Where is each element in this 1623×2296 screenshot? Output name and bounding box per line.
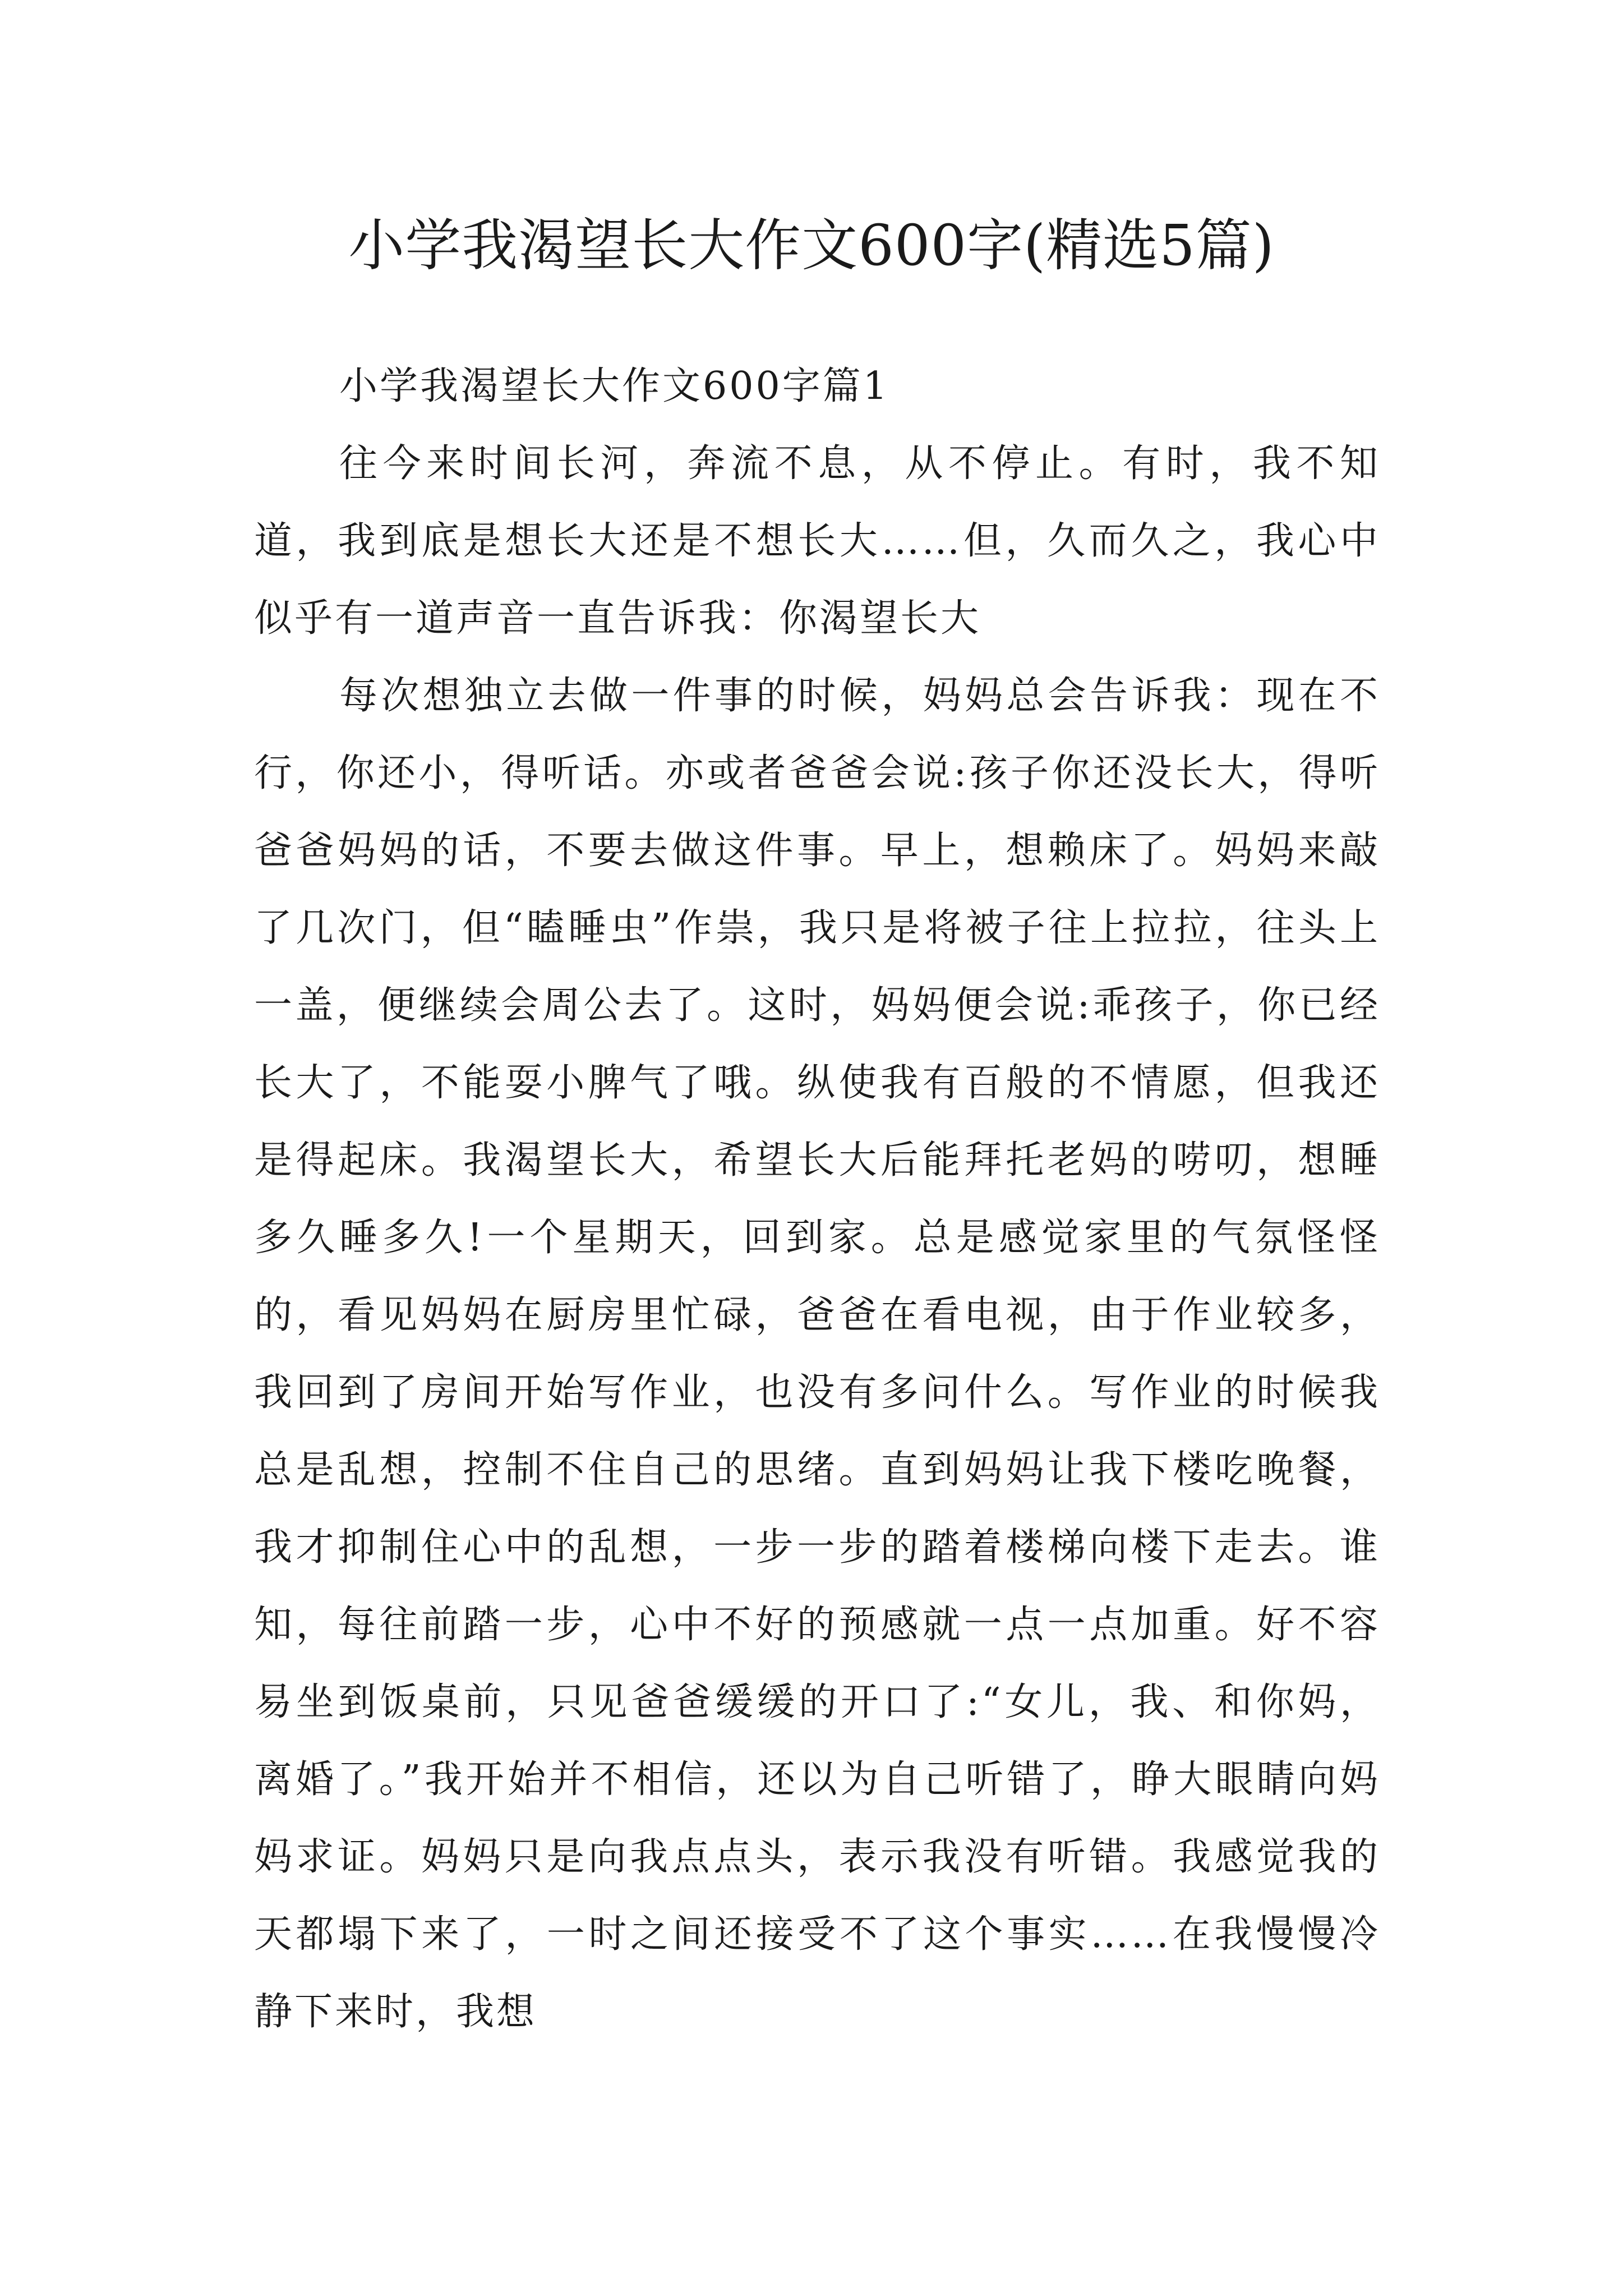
paragraph-1: 往今来时间长河，奔流不息，从不停止。有时，我不知道，我到底是想长大还是不想长大……但，久而久之，我心中似乎有一道声音一直告诉我：你渴望长大	[254, 441, 1380, 641]
section-heading: 小学我渴望长大作文600字篇1	[339, 364, 890, 408]
document-body	[254, 348, 1380, 2051]
paragraph-2: 每次想独立去做一件事的时候，妈妈总会告诉我：现在不行，你还小，得听话。亦或者爸爸会说:孩子你还没长大，得听爸爸妈妈的话，不要去做这件事。早上，想赖床了。妈妈来敲了几次门，但“瞌睡虫”作祟，我只是将被子往上拉拉，往头上一盖，便继续会周公去了。这时，妈妈便会说:乖孩子，你已经长大了，不能耍小脾气了哦。纵使我有百般的不情愿，但我还是得起床。我渴望长大，希望长大后能拜托老妈的唠叨，想睡多久睡多久!一个星期天，回到家。总是感觉家里的气氛怪怪的，看见妈妈在厨房里忙碌，爸爸在看电视，由于作业较多，我回到了房间开始写作业，也没有多问什么。写作业的时候我总是乱想，控制不住自己的思绪。直到妈妈让我下楼吃晚餐，我才抑制住心中的乱想，一步一步的踏着楼梯向楼下走去。谁知，每往前踏一步，心中不好的预感就一点一点加重。好不容易坐到饭桌前，只见爸爸缓缓的开口了:“女儿，我、和你妈，离婚了。”我开始并不相信，还以为自己听错了，睁大眼睛向妈妈求证。妈妈只是向我点点头，表示我没有听错。我感觉我的天都塌下来了，一时之间还接受不了这个事实……在我慢慢冷静下来时，我想	[254, 674, 1381, 2034]
document-title: 小学我渴望长大作文600字(精选5篇)	[348, 213, 1275, 278]
